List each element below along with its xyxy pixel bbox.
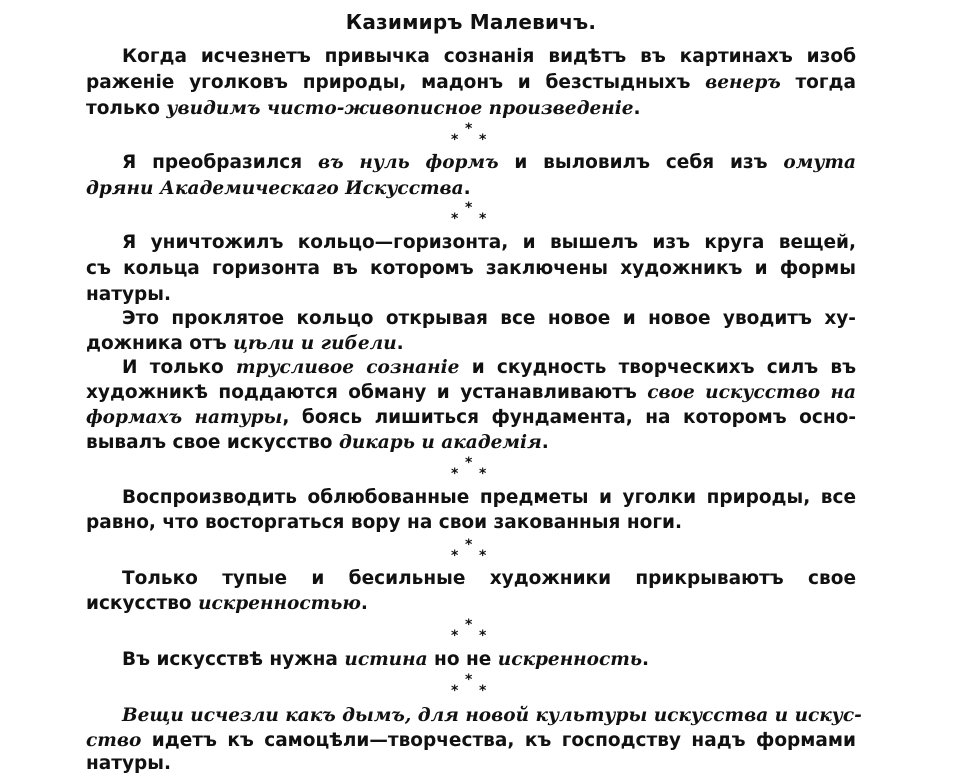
text-line: художникѣ поддаются обману и устанавливаютъ свое искусство на (86, 382, 856, 403)
text-line: натуры. (86, 753, 172, 774)
asterisk-icon: * (479, 683, 487, 699)
text-line: дряни Академическаго Искусства. (86, 178, 471, 199)
text-line: натуры. (86, 284, 172, 305)
asterisk-icon: * (465, 617, 473, 633)
asterism-divider (445, 538, 497, 564)
text-line: Воспроизводить облюбованные предметы и уголки природы, все (122, 487, 856, 508)
text-line: искусство искренностью. (86, 593, 368, 614)
text-line: ство идетъ къ самоцѣли—творчества, къ господству надъ формами (86, 730, 856, 751)
asterisk-icon: * (479, 628, 487, 644)
text-line: Я преобразился въ нуль формъ и выловилъ себя изъ омута (122, 152, 856, 173)
text-line: И только трусливое сознаніе и скудность творческихъ силъ въ (122, 357, 857, 378)
text-line: только увидимъ чисто-живописное произведеніе. (86, 98, 641, 119)
asterisk-icon: * (465, 200, 473, 216)
text-line: Въ искусствѣ нужна истина но не искренность. (122, 649, 650, 670)
asterism-divider (445, 456, 497, 482)
text-line: Я уничтожилъ кольцо—горизонта, и вышелъ изъ круга вещей, (122, 232, 856, 253)
asterism-divider (445, 618, 497, 644)
asterism-divider (445, 673, 497, 699)
asterisk-icon: * (465, 455, 473, 471)
asterisk-icon: * (451, 683, 459, 699)
asterisk-icon: * (451, 548, 459, 564)
asterisk-icon: * (465, 672, 473, 688)
asterisk-icon: * (451, 211, 459, 227)
text-line: формахъ натуры, боясь лишиться фундамента, на которомъ осно- (86, 407, 856, 428)
text-line: вывалъ свое искусство дикарь и академія. (86, 432, 549, 453)
text-line: Только тупые и бесильные художники прикрываютъ свое (122, 568, 856, 589)
asterisk-icon: * (465, 121, 473, 137)
text-line: Это проклятое кольцо открывая все новое и новое уводитъ ху- (122, 308, 856, 329)
asterisk-icon: * (451, 132, 459, 148)
text-line: Вещи исчезли какъ дымъ, для новой культуры искусства и искус- (122, 705, 862, 726)
text-line: дожника отъ цѣли и гибели. (86, 333, 404, 354)
asterisk-icon: * (479, 548, 487, 564)
asterisk-icon: * (465, 537, 473, 553)
asterism-divider (445, 201, 497, 227)
text-line: съ кольца горизонта въ которомъ заключены художникъ и формы (86, 258, 856, 279)
document-title: Казимиръ Малевичъ. (345, 10, 597, 34)
asterisk-icon: * (451, 628, 459, 644)
asterism-divider (445, 122, 497, 148)
asterisk-icon: * (479, 132, 487, 148)
text-line: Когда исчезнетъ привычка сознанія видѣтъ въ картинахъ изоб (122, 46, 856, 67)
text-line: равно, что восторгаться вору на свои закованныя ноги. (86, 512, 682, 533)
asterisk-icon: * (479, 466, 487, 482)
text-line: раженіе уголковъ природы, мадонъ и безстыдныхъ венеръ тогда (86, 72, 856, 93)
asterisk-icon: * (479, 211, 487, 227)
asterisk-icon: * (451, 466, 459, 482)
